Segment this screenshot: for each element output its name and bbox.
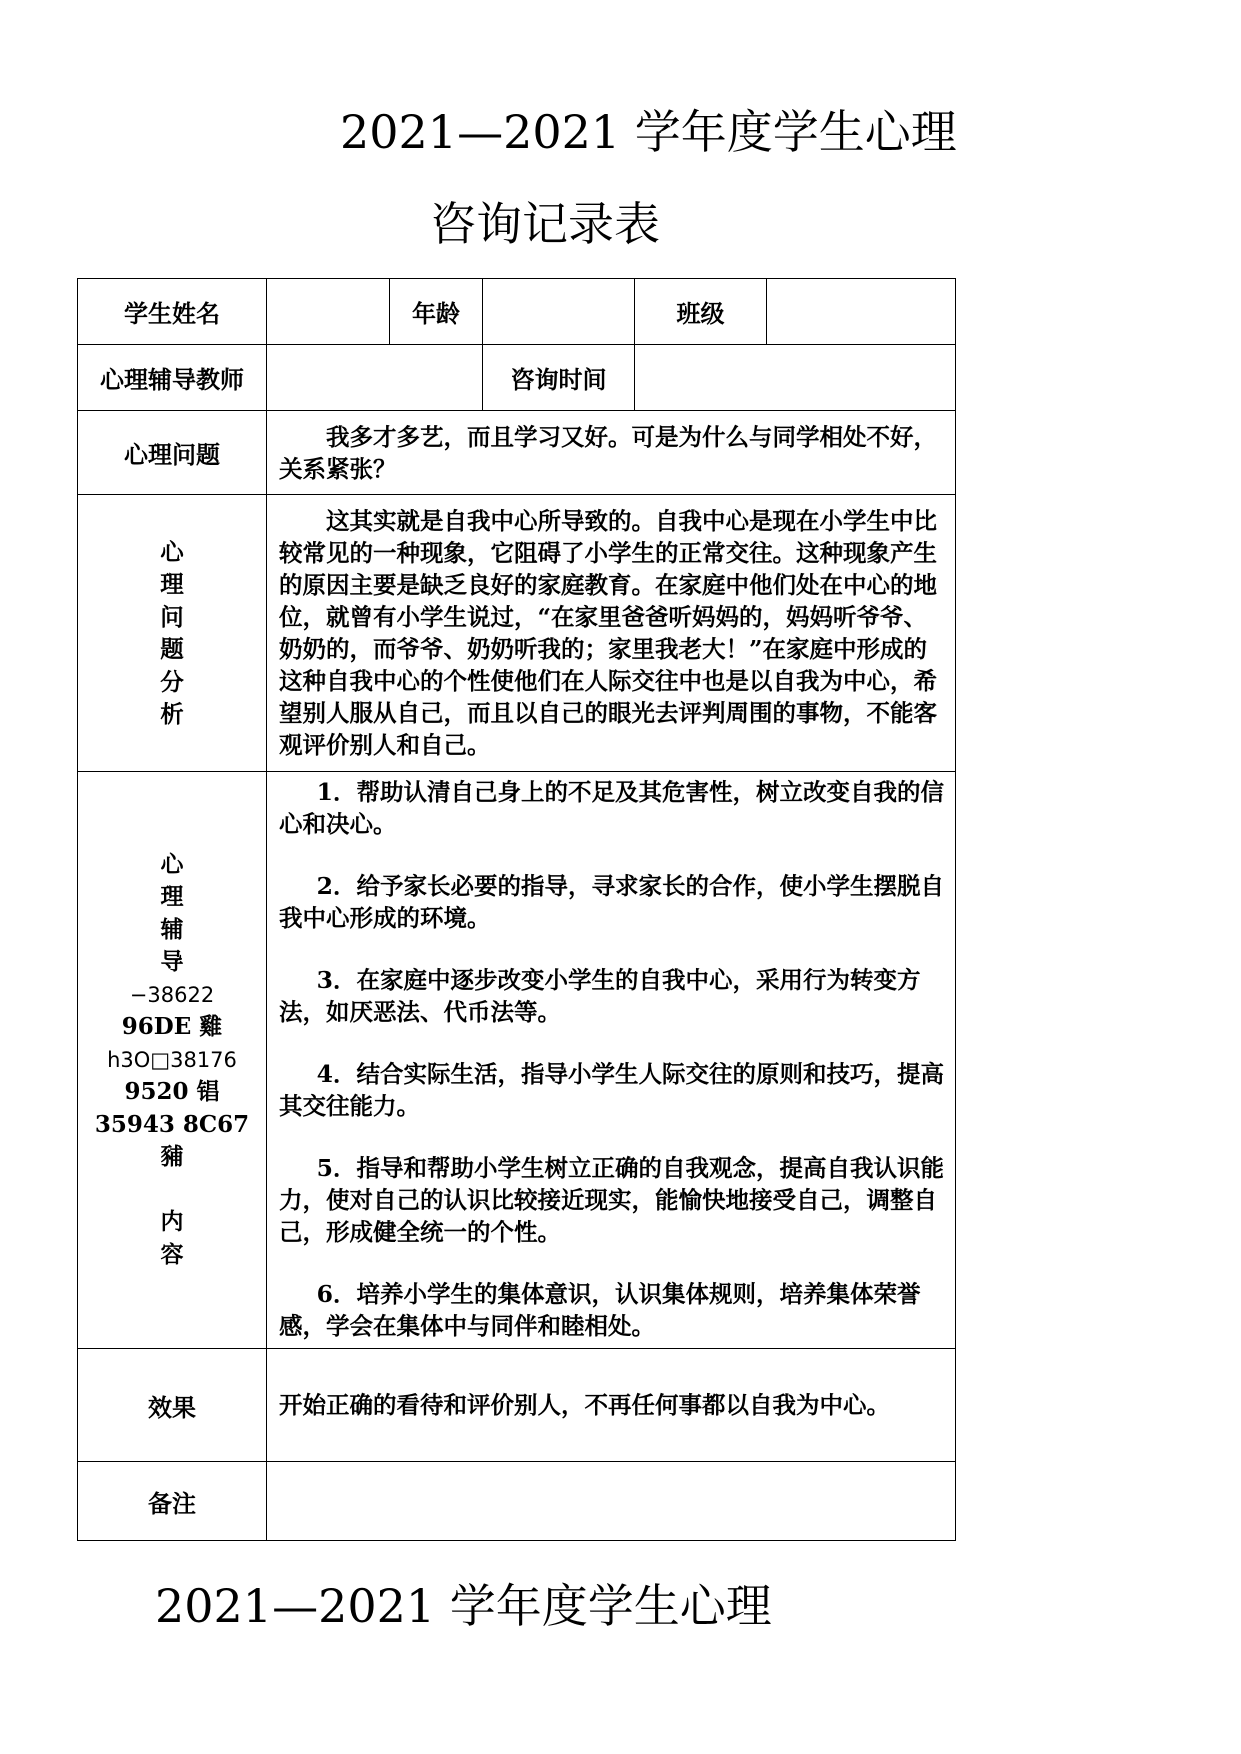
value-guidance bbox=[267, 772, 956, 1349]
label-problem: 心理问题 bbox=[78, 411, 267, 495]
label-guidance-line: 心 bbox=[160, 850, 184, 878]
label-guidance-line: 容 bbox=[160, 1240, 184, 1268]
label-guidance-line: −38622 bbox=[129, 982, 215, 1007]
value-teacher bbox=[267, 345, 483, 411]
label-remarks: 备注 bbox=[78, 1462, 267, 1541]
label-guidance-line bbox=[78, 1174, 266, 1207]
label-guidance-line: 导 bbox=[160, 948, 184, 976]
label-age: 年龄 bbox=[390, 279, 483, 345]
label-analysis-char: 问 bbox=[160, 602, 184, 631]
label-analysis-char: 析 bbox=[160, 700, 184, 728]
label-student-name: 学生姓名 bbox=[78, 279, 267, 345]
label-guidance-line: h3O□38176 bbox=[107, 1047, 237, 1072]
row-guidance bbox=[78, 772, 956, 1349]
analysis-text: 这其实就是自我中心所导致的。自我中心是现在小学生中比较常见的一种现象，它阻碍了小学生的正常交往。这种现象产生的原因主要是缺乏良好的家庭教育。在家庭中他们处在中心的地位，就曾有小学生说过，“在家里爸爸听妈妈的，妈妈听爷爷、奶奶的，而爷爷、奶奶听我的；家里我老大！”在家庭中形成的这种自我中心的个性使他们在人际交往中也是以自我为中心，希望别人服从自己，而且以自己的眼光去评判周围的事物，不能客观评价别人和自己。 bbox=[279, 507, 937, 759]
row-effect bbox=[78, 1349, 956, 1462]
guidance-item: 5．指导和帮助小学生树立正确的自我观念，提高自我认识能力，使对自己的认识比较接近现实，能愉快地接受自己，调整自己，形成健全统一的个性。 bbox=[279, 1154, 944, 1246]
label-guidance-line: 理 bbox=[160, 883, 184, 911]
value-student-name bbox=[267, 279, 390, 345]
value-remarks bbox=[267, 1462, 956, 1541]
label-analysis-char: 心 bbox=[160, 537, 184, 566]
guidance-item: 1．帮助认清自己身上的不足及其危害性，树立改变自我的信心和决心。 bbox=[279, 778, 944, 838]
value-problem bbox=[267, 411, 956, 495]
row-problem bbox=[78, 411, 956, 495]
row-remarks bbox=[78, 1462, 956, 1541]
label-class: 班级 bbox=[635, 279, 767, 345]
label-guidance-line: 辅 bbox=[160, 915, 184, 943]
value-effect bbox=[267, 1349, 956, 1462]
next-page-title: 2021—2021 学年度学生心理 bbox=[155, 1579, 772, 1633]
label-guidance-line: 9520 锠 bbox=[124, 1078, 220, 1106]
label-effect: 效果 bbox=[78, 1349, 267, 1462]
label-analysis-char: 题 bbox=[160, 635, 184, 663]
guidance-item: 4．结合实际生活，指导小学生人际交往的原则和技巧，提高其交往能力。 bbox=[279, 1060, 944, 1120]
guidance-item: 3．在家庭中逐步改变小学生的自我中心，采用行为转变方法，如厌恶法、代币法等。 bbox=[279, 966, 921, 1026]
value-class bbox=[767, 279, 956, 345]
consultation-record-table bbox=[77, 278, 956, 1541]
label-guidance bbox=[78, 772, 267, 1349]
label-guidance-line: 豧 bbox=[160, 1143, 184, 1171]
label-guidance-line: 96DE 雞 bbox=[121, 1013, 223, 1041]
document-title-line-1: 2021—2021 学年度学生心理 bbox=[340, 105, 957, 159]
label-teacher: 心理辅导教师 bbox=[78, 345, 267, 411]
problem-text: 我多才多艺，而且学习又好。可是为什么与同学相处不好，关系紧张？ bbox=[279, 422, 937, 483]
effect-text: 开始正确的看待和评价别人，不再任何事都以自我为中心。 bbox=[279, 1391, 890, 1419]
label-guidance-line: 内 bbox=[160, 1208, 184, 1236]
value-analysis bbox=[267, 495, 956, 772]
guidance-item: 2．给予家长必要的指导，寻求家长的合作，使小学生摆脱自我中心形成的环境。 bbox=[279, 872, 944, 932]
row-analysis bbox=[78, 495, 956, 772]
value-age bbox=[483, 279, 635, 345]
value-consult-time bbox=[635, 345, 956, 411]
row-teacher-time bbox=[78, 345, 956, 411]
label-consult-time: 咨询时间 bbox=[483, 345, 635, 411]
document-title-line-2: 咨询记录表 bbox=[430, 197, 660, 251]
label-analysis-char: 理 bbox=[160, 570, 184, 598]
row-student-info bbox=[78, 279, 956, 345]
label-analysis bbox=[78, 495, 267, 772]
guidance-item: 6．培养小学生的集体意识，认识集体规则，培养集体荣誉感，学会在集体中与同伴和睦相处。 bbox=[279, 1280, 921, 1340]
label-guidance-line: 35943 8C67 bbox=[94, 1110, 250, 1138]
label-analysis-char: 分 bbox=[160, 667, 184, 696]
